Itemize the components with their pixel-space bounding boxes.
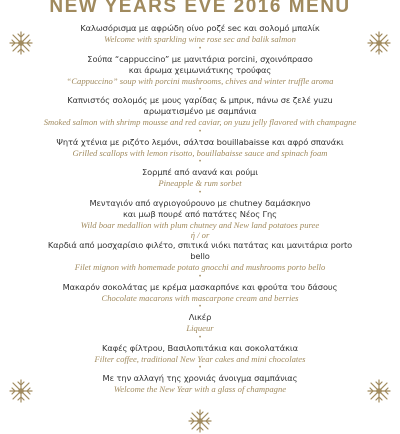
menu-item (40, 23, 360, 45)
item-english: Filet mignon with homemade potato gnocchi and mushrooms porto bello (74, 262, 326, 272)
item-english: Chocolate macarons with mascarpone cream and berries (101, 292, 299, 303)
menu-item (40, 198, 360, 273)
separator-dot: • (198, 365, 202, 371)
snowflake-icon (8, 378, 34, 404)
menu-item (40, 167, 360, 189)
menu-item (40, 137, 360, 159)
item-greek: Καλωσόρισμα με αφρώδη οίνο ροζέ sec και σολομό μπαλίκ (80, 23, 320, 33)
menu-item (40, 343, 360, 365)
item-greek: Λικέρ (188, 312, 212, 322)
item-greek: Καφές φίλτρου, Βασιλοπιτάκια και σοκολατάκια (102, 342, 298, 353)
menu-item (40, 282, 360, 304)
separator-dot: • (198, 87, 202, 93)
item-english: Filter coffee, traditional New Year cakes and mini chocolates (94, 353, 306, 364)
snowflake-icon (366, 30, 392, 56)
item-english: Wild boar medallion with plum chutney and New land potatoes puree (80, 219, 320, 230)
item-english: Welcome with sparkling wine rose sec and balik salmon (104, 34, 296, 44)
separator-dot: • (198, 159, 202, 165)
page-title: NEW YEARS EVE 2016 MENU (49, 0, 351, 17)
menu-item (40, 54, 360, 87)
item-english: Liqueur (186, 323, 214, 333)
snowflake-icon (187, 408, 213, 434)
item-greek: Μακαρόν σοκολάτας με κρέμα μασκαρπόνε και φρούτα του δάσους (62, 281, 338, 292)
item-english: Grilled scallops with lemon risotto, bouillabaisse sauce and spinach foam (72, 147, 328, 158)
item-english: “Cappuccino” soup with porcini mushrooms, chives and winter truffle aroma (66, 75, 334, 86)
snowflake-icon (8, 30, 34, 56)
item-greek: Σορμπέ από ανανά και ρούμι (142, 167, 258, 177)
snowflake-icon (366, 378, 392, 404)
menu-item (40, 95, 360, 128)
item-greek: και άρωμα χειμωνιάτικης τρούφας (128, 64, 272, 75)
item-english: Smoked salmon with shrimp mousse and red caviar, on yuzu jelly flavored with champagne (43, 117, 357, 127)
separator-dot: • (198, 45, 202, 52)
item-greek: και μωβ πουρέ από πατάτες Νέος Γης (123, 208, 277, 219)
or-divider: ή / or (190, 230, 210, 240)
separator-dot: • (198, 189, 202, 196)
item-greek: Μενταγιόν από αγριογούρουνο με chutney δαμάσκηνο (89, 197, 311, 208)
separator-dot: • (198, 334, 202, 341)
item-greek: Με την αλλαγή της χρονιάς άνοιγμα σαμπάνιας (102, 373, 298, 383)
item-greek: Καρδιά από μοσχαρίσιο φιλέτο, σπιτικά νιόκι πατάτας και μανιτάρια porto bello (47, 240, 353, 261)
separator-dot: • (198, 128, 202, 135)
item-greek: Ψητά χτένια με ριζότο λεμόνι, σάλτσα bouillabaisse και αφρό σπανάκι (56, 136, 344, 147)
menu-list (40, 23, 360, 395)
item-greek: Σούπα “cappuccino” με μανιτάρια porcini, σχοινόπρασο (87, 53, 313, 64)
menu-item (40, 312, 360, 334)
item-english: Pineapple & rum sorbet (158, 178, 242, 188)
item-greek: αρωματισμένο με σαμπάνια (143, 106, 257, 116)
separator-dot: • (198, 273, 202, 280)
separator-dot: • (198, 304, 202, 310)
menu-item (40, 373, 360, 395)
item-greek: Καπνιστός σολομός με μους γαρίδας & μπρικ, πάνω σε ζελέ yuzu (67, 95, 333, 105)
item-english: Welcome the New Year with a glass of champagne (113, 384, 287, 394)
